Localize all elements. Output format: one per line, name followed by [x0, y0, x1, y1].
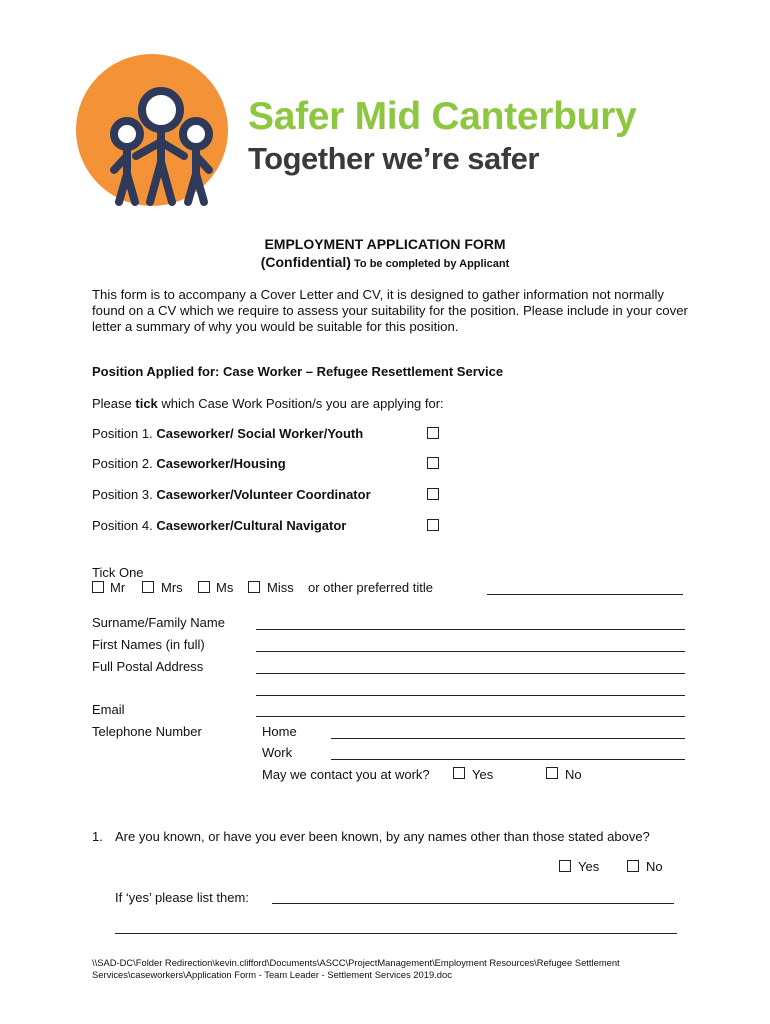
- tick-instruction-suffix: which Case Work Position/s you are applying for:: [157, 396, 444, 411]
- surname-label: Surname/Family Name: [92, 615, 225, 630]
- home-phone-input[interactable]: [331, 738, 685, 739]
- title-ms-checkbox[interactable]: [198, 581, 210, 593]
- title-mrs-checkbox[interactable]: [142, 581, 154, 593]
- other-names-input-line-2[interactable]: [115, 933, 677, 934]
- question-1-no-label: No: [646, 859, 663, 874]
- title-mr-checkbox[interactable]: [92, 581, 104, 593]
- first-names-label: First Names (in full): [92, 637, 205, 652]
- email-label: Email: [92, 702, 125, 717]
- position-3-name: Caseworker/Volunteer Coordinator: [156, 487, 371, 502]
- form-title: EMPLOYMENT APPLICATION FORM: [264, 236, 506, 252]
- tick-instruction: [92, 396, 444, 411]
- position-4: [92, 518, 346, 533]
- question-1-text: Are you known, or have you ever been known, by any names other than those stated above?: [115, 829, 650, 844]
- other-title-label: or other preferred title: [308, 580, 434, 595]
- confidential-label: (Confidential): [260, 254, 351, 270]
- address-label: Full Postal Address: [92, 659, 204, 674]
- position-3-prefix: Position 3.: [92, 487, 157, 502]
- tick-instruction-prefix: Please: [92, 396, 136, 411]
- contact-work-yes-checkbox[interactable]: [453, 767, 465, 779]
- intro-paragraph: This form is to accompany a Cover Letter and CV, it is designed to gather information not normally found on a CV which we require to assess your suitability for the position. Please include in your cover letter a summary of why you would be suitable for this position.: [92, 287, 688, 334]
- title-miss-checkbox[interactable]: [248, 581, 260, 593]
- form-subtitle: [0, 254, 770, 272]
- brand-tagline: Together we’re safer: [248, 141, 539, 176]
- position-2: [92, 456, 286, 471]
- title-miss-label: Miss: [267, 580, 294, 595]
- other-title-input[interactable]: [487, 594, 683, 595]
- position-4-prefix: Position 4.: [92, 518, 157, 533]
- position-2-checkbox[interactable]: [427, 457, 439, 469]
- position-3-checkbox[interactable]: [427, 488, 439, 500]
- title-mrs-label: Mrs: [161, 580, 183, 595]
- first-names-input[interactable]: [256, 651, 685, 652]
- home-phone-label: Home: [262, 724, 297, 739]
- address-input-line-1[interactable]: [256, 673, 685, 674]
- contact-work-no-label: No: [565, 767, 582, 782]
- position-2-name: Caseworker/Housing: [156, 456, 286, 471]
- question-1-yes-checkbox[interactable]: [559, 860, 571, 872]
- position-1: [92, 426, 363, 441]
- position-applied: Position Applied for: Case Worker – Refugee Resettlement Service: [92, 364, 504, 379]
- question-1-yes-label: Yes: [578, 859, 600, 874]
- work-phone-label: Work: [262, 745, 293, 760]
- position-1-name: Caseworker/ Social Worker/Youth: [156, 426, 364, 441]
- other-names-label: If ‘yes’ please list them:: [115, 890, 249, 905]
- tick-word: tick: [135, 396, 158, 411]
- brand-name: Safer Mid Canterbury: [248, 95, 637, 138]
- title-ms-label: Ms: [216, 580, 234, 595]
- question-1-no-checkbox[interactable]: [627, 860, 639, 872]
- position-1-checkbox[interactable]: [427, 427, 439, 439]
- contact-work-no-checkbox[interactable]: [546, 767, 558, 779]
- position-4-checkbox[interactable]: [427, 519, 439, 531]
- work-phone-input[interactable]: [331, 759, 685, 760]
- position-2-prefix: Position 2.: [92, 456, 157, 471]
- telephone-label: Telephone Number: [92, 724, 202, 739]
- tick-one-label: Tick One: [92, 565, 144, 580]
- address-input-line-2[interactable]: [256, 695, 685, 696]
- safer-mid-canterbury-logo: [74, 52, 234, 212]
- position-1-prefix: Position 1.: [92, 426, 157, 441]
- title-mr-label: Mr: [110, 580, 126, 595]
- surname-input[interactable]: [256, 629, 685, 630]
- other-names-input-line-1[interactable]: [272, 903, 674, 904]
- email-input[interactable]: [256, 716, 685, 717]
- contact-work-yes-label: Yes: [472, 767, 494, 782]
- document-path-footer: \\SAD-DC\Folder Redirection\kevin.clifford\Documents\ASCC\ProjectManagement\Employment Resources\Refugee Settlement Services\caseworkers\Application Form - Team Leader - Settlement Services 2019.doc: [92, 957, 620, 980]
- position-4-name: Caseworker/Cultural Navigator: [156, 518, 347, 533]
- completed-by-label: To be completed by Applicant: [350, 258, 510, 270]
- contact-at-work-label: May we contact you at work?: [262, 767, 430, 782]
- position-3: [92, 487, 371, 502]
- question-1-number: 1.: [92, 829, 103, 844]
